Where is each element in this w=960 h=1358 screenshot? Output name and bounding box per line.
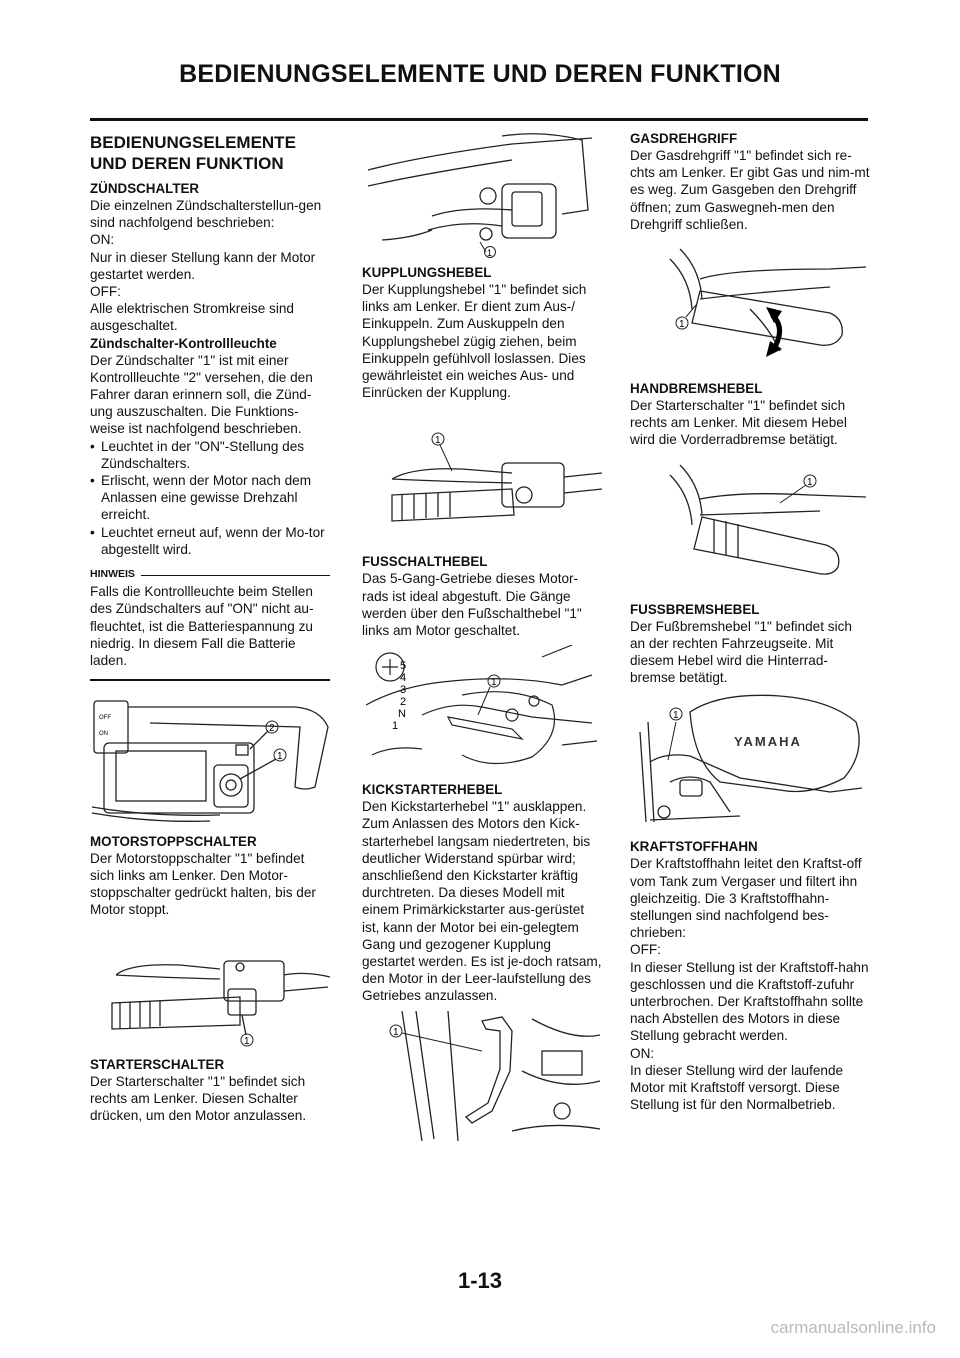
- zuendschalter-off-label: OFF:: [90, 284, 121, 300]
- callout-2: 2: [269, 722, 275, 734]
- callout-1: 1: [491, 677, 497, 689]
- gear-label: 3: [400, 684, 407, 697]
- kupplungshebel-text: Der Kupplungshebel "1" befindet sich links am Lenker. Er dient zum Aus-/ Einkuppeln. Zum Auskuppeln den Kupplungshebel zügig ziehen, beim Einkuppeln gefühlvoll loslassen. Dies gewährleistet ein weiches Aus- und Einrücken der Kupplung.: [362, 282, 587, 401]
- kontrollleuchte-list: [90, 438, 330, 558]
- page-number: 1-13: [457, 1268, 503, 1293]
- kraftstoffhahn-off-text: In dieser Stellung ist der Kraftstoff-hahn geschlossen und die Kraftstoff-zufuhr unterbrochen. Der Kraftstoffhahn sollte nach Abstellen des Motors in diese Stellung gebracht werden.: [630, 959, 869, 1044]
- kraftstoffhahn-off-label: OFF:: [630, 942, 661, 958]
- fig-label-on: ON: [99, 730, 108, 737]
- callout-1: 1: [487, 248, 493, 258]
- kickstarterhebel-text: Den Kickstarterhebel "1" ausklappen. Zum Anlassen des Motors den Kick-starterhebel langsam niedertreten, bis deutlicher Widerstand spürbar wird; anschließend den Kickstarter kräftig durchtreten. Da dieses Modell mit einem Primärkickstarter aus-gerüstet ist, kann der Motor bei ein-gelegtem Gang und gezogener Kupplung gestartet werden. Es ist je-doch ratsam, den Motor in der Leer-laufstellung des Getriebes anzulassen.: [362, 799, 602, 1004]
- zuendschalter-on-label: ON:: [90, 232, 115, 248]
- zuendschalter-text: Die einzelnen Zündschalterstellun-gen sind nachfolgend beschrieben:: [90, 198, 322, 231]
- note-rule: [141, 575, 330, 577]
- kraftstoffhahn-on-label: ON:: [630, 1045, 655, 1061]
- engine-brand-label: YAMAHA: [734, 734, 802, 750]
- clutch-lever-figure: [362, 407, 602, 547]
- gear-label: 1: [392, 720, 399, 733]
- kickstarterhebel-heading: KICKSTARTERHEBEL: [362, 782, 503, 798]
- gasdrehgriff-text: Der Gasdrehgriff "1" befindet sich re-chts am Lenker. Er gibt Gas und nim-mt es weg. Zum Gasgeben den Drehgriff öffnen; zum Gaswegneh-men den Drehgriff schließen.: [630, 148, 870, 232]
- fig-label-off: OFF: [99, 714, 111, 721]
- column-3: [630, 130, 870, 1113]
- gear-label: 5: [400, 660, 407, 673]
- zuendschalter-off-text: Alle elektrischen Stromkreise sind ausgeschaltet.: [90, 301, 294, 334]
- fusschalthebel-text: Das 5-Gang-Getriebe dieses Motor-rads ist ideal abgestuft. Die Gänge werden über den Fußschalthebel "1" links am Motor geschaltet.: [362, 571, 582, 639]
- motorstopp-heading: MOTORSTOPPSCHALTER: [90, 833, 257, 849]
- column-2: [362, 130, 602, 1147]
- zuendschalter-heading: ZÜNDSCHALTER: [90, 181, 200, 196]
- note-box: [90, 566, 330, 681]
- watermark: carmanualsonline.info: [770, 1318, 936, 1337]
- list-item: • Leuchtet in der "ON"-Stellung des Zündschalters.: [90, 438, 330, 472]
- fussbremshebel-text: Der Fußbremshebel "1" befindet sich an der rechten Fahrzeugseite. Mit diesem Hebel wird die Hinterrad-bremse betätigt.: [630, 618, 852, 686]
- callout-1: 1: [244, 1035, 250, 1047]
- callout-1: 1: [679, 319, 685, 331]
- motorstopp-text: Der Motorstoppschalter "1" befindet sich links am Lenker. Den Motor-stoppschalter gedrückt halten, bis der Motor stoppt.: [90, 850, 316, 918]
- callout-1: 1: [807, 476, 813, 488]
- note-text: Falls die Kontrollleuchte beim Stellen des Zündschalters auf "ON" nicht au-fleuchtet, ist die Batteriespannung zu niedrig. In diesem Fall die Batterie laden.: [90, 584, 314, 669]
- kupplungshebel-heading: KUPPLUNGSHEBEL: [362, 265, 492, 280]
- ignition-switch-figure: [90, 687, 330, 827]
- zuendschalter-on-text: Nur in dieser Stellung kann der Motor gestartet werden.: [90, 249, 316, 282]
- gear-label: 2: [400, 696, 407, 709]
- fussbremshebel-heading: FUSSBREMSHEBEL: [630, 601, 760, 617]
- section-title: BEDIENUNGSELEMENTE UND DEREN FUNKTION: [90, 133, 296, 173]
- kraftstoffhahn-on-text: In dieser Stellung wird der laufende Motor mit Kraftstoff versorgt. Diese Stellung ist für den Normalbetrieb.: [630, 1062, 844, 1113]
- kontrollleuchte-heading: Zündschalter-Kontrollleuchte: [90, 335, 277, 351]
- list-item: • Erlischt, wenn der Motor nach dem Anlassen eine gewisse Drehzahl erreicht.: [90, 472, 330, 524]
- gear-label: N: [398, 708, 406, 721]
- rear-brake-pedal-figure: [630, 692, 870, 832]
- callout-1: 1: [393, 1026, 399, 1038]
- clutch-switch-figure: [362, 130, 602, 258]
- list-item: • Leuchtet erneut auf, wenn der Mo-tor abgestellt wird.: [90, 524, 330, 558]
- note-end-rule: [90, 679, 330, 681]
- handbremshebel-text: Der Starterschalter "1" befindet sich rechts am Lenker. Mit diesem Hebel wird die Vorderradbremse betätigt.: [630, 398, 847, 448]
- callout-1: 1: [277, 750, 283, 762]
- gear-shift-pedal-figure: [362, 645, 602, 775]
- kraftstoffhahn-text: Der Kraftstoffhahn leitet den Kraftst-off vom Tank zum Vergaser und filtert ihn gleichzeitig. Die 3 Kraftstoffhahn-stellungen sind nachfolgend bes-chrieben:: [630, 856, 862, 941]
- gear-label: 4: [400, 672, 407, 685]
- page-header-title: BEDIENUNGSELEMENTE UND DEREN FUNKTION: [179, 60, 781, 88]
- fusschalthebel-heading: FUSSCHALTHEBEL: [362, 554, 488, 570]
- note-label: HINWEIS: [90, 568, 135, 581]
- kraftstoffhahn-heading: KRAFTSTOFFHAHN: [630, 839, 758, 855]
- front-brake-lever-figure: [630, 455, 870, 595]
- starterschalter-text: Der Starterschalter "1" befindet sich rechts am Lenker. Diesen Schalter drücken, um den Motor anzulassen.: [90, 1073, 307, 1123]
- header-rule: [90, 118, 868, 121]
- starterschalter-heading: STARTERSCHALTER: [90, 1056, 225, 1072]
- handbremshebel-heading: HANDBREMSHEBEL: [630, 381, 763, 397]
- column-1: [90, 130, 330, 1124]
- engine-stop-switch-figure: [90, 925, 330, 1050]
- kickstarter-lever-figure: [362, 1011, 602, 1141]
- callout-1: 1: [435, 435, 441, 447]
- callout-1: 1: [673, 710, 679, 722]
- kontrollleuchte-text: Der Zündschalter "1" ist mit einer Kontrollleuchte "2" versehen, die den Fahrer daran erinnern soll, die Zünd-ung auszuschalten. Die Funktions-weise ist nachfolgend beschrieben.: [90, 352, 313, 437]
- gasdrehgriff-heading: GASDREHGRIFF: [630, 131, 738, 146]
- throttle-grip-figure: [630, 239, 870, 374]
